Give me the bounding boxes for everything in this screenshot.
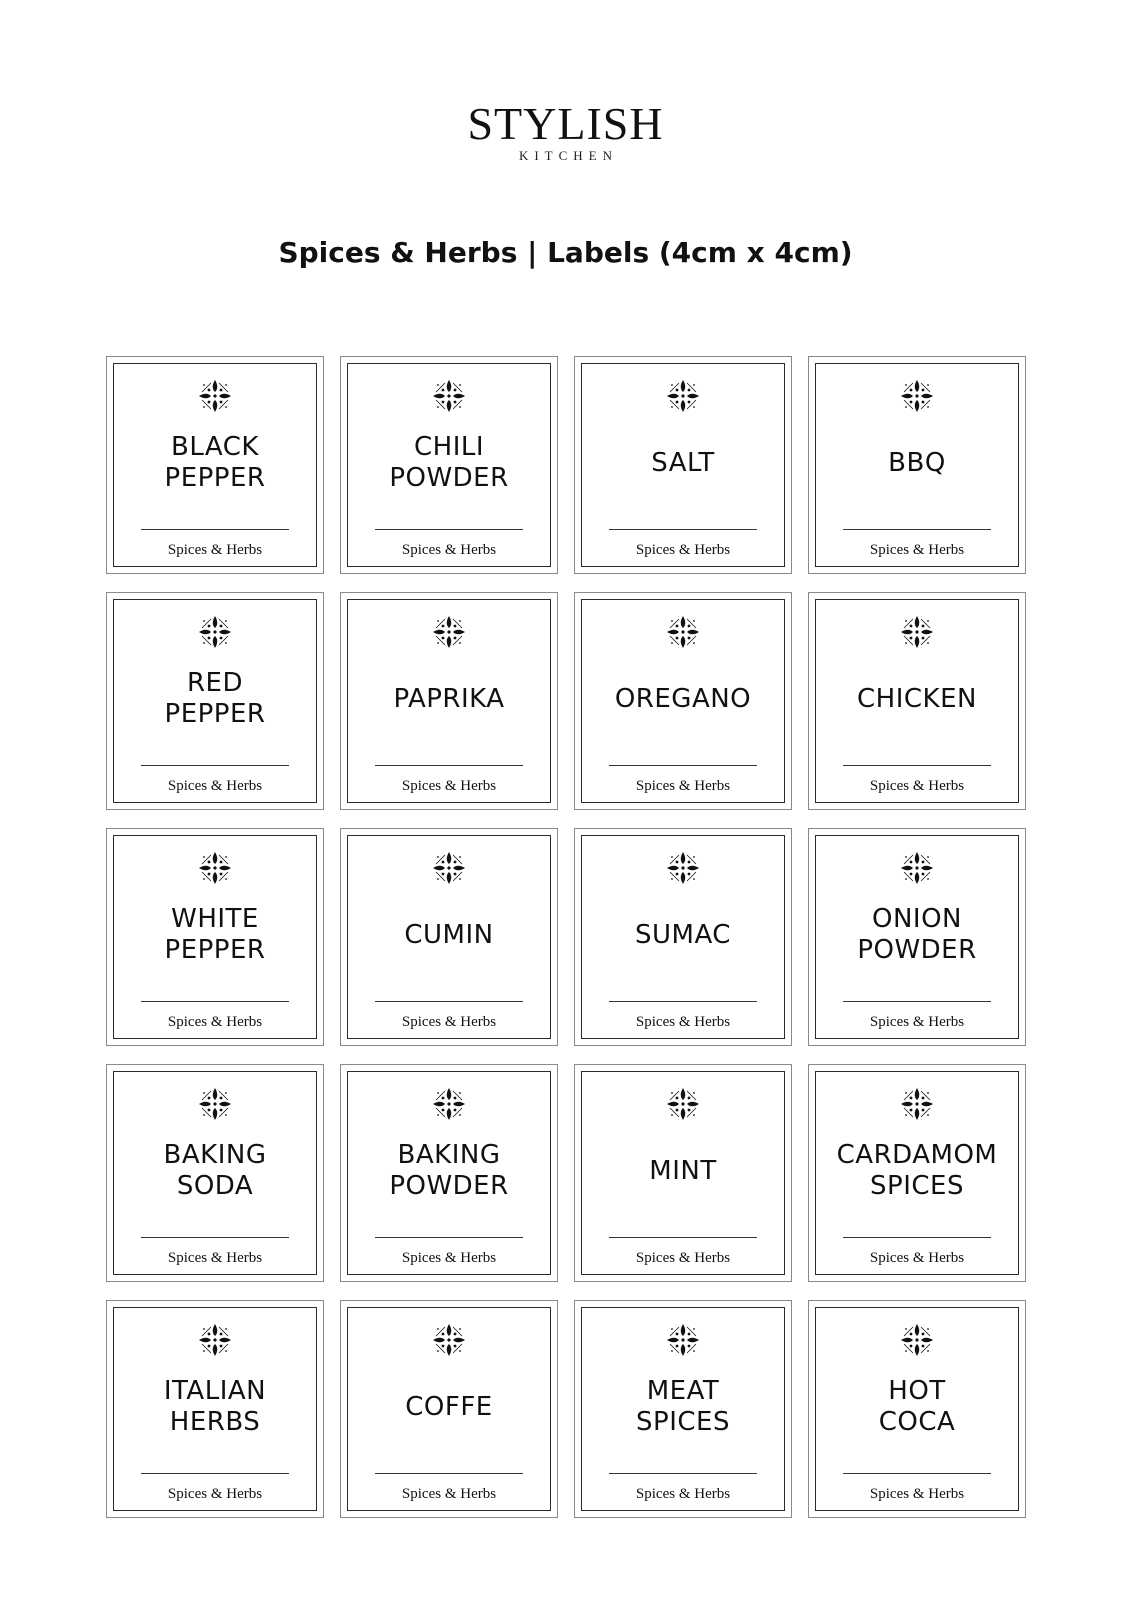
label-category: Spices & Herbs (635, 1486, 731, 1502)
spice-label-18 (340, 1300, 558, 1518)
label-name: RED PEPPER (164, 668, 266, 729)
ornament-icon (197, 1322, 233, 1358)
spice-label-17 (106, 1300, 324, 1518)
label-category: Spices & Herbs (167, 1486, 263, 1502)
label-inner-border (347, 1071, 551, 1275)
label-name: CARDAMOM SPICES (836, 1140, 998, 1201)
label-divider (375, 765, 523, 766)
label-name: BAKING SODA (163, 1140, 267, 1201)
ornament-icon (431, 614, 467, 650)
spice-label-14 (340, 1064, 558, 1282)
label-inner-border (581, 1071, 785, 1275)
label-name: ONION POWDER (857, 904, 977, 965)
label-category: Spices & Herbs (167, 542, 263, 558)
ornament-icon (431, 1086, 467, 1122)
label-category: Spices & Herbs (401, 1250, 497, 1266)
label-name: CHILI POWDER (389, 432, 509, 493)
label-name: CUMIN (404, 919, 494, 950)
brand-logo (0, 100, 1131, 164)
spice-label-9 (106, 828, 324, 1046)
label-name: MINT (649, 1155, 717, 1186)
spice-label-2 (340, 356, 558, 574)
label-divider (375, 1473, 523, 1474)
spice-label-16 (808, 1064, 1026, 1282)
label-inner-border (581, 1307, 785, 1511)
label-divider (141, 1473, 289, 1474)
label-category: Spices & Herbs (401, 542, 497, 558)
label-name: BBQ (888, 447, 946, 478)
label-divider (843, 765, 991, 766)
ornament-icon (665, 850, 701, 886)
label-divider (843, 1473, 991, 1474)
spice-label-8 (808, 592, 1026, 810)
ornament-icon (665, 1086, 701, 1122)
label-category: Spices & Herbs (635, 1014, 731, 1030)
page-title: Spices & Herbs | Labels (4cm x 4cm) (278, 236, 853, 269)
label-grid (106, 356, 1030, 1518)
label-category: Spices & Herbs (401, 778, 497, 794)
spice-label-12 (808, 828, 1026, 1046)
spice-label-20 (808, 1300, 1026, 1518)
label-inner-border (347, 599, 551, 803)
label-divider (609, 765, 757, 766)
spice-label-1 (106, 356, 324, 574)
ornament-icon (197, 1086, 233, 1122)
spice-label-19 (574, 1300, 792, 1518)
ornament-icon (899, 850, 935, 886)
label-divider (141, 765, 289, 766)
ornament-icon (899, 378, 935, 414)
label-inner-border (581, 599, 785, 803)
label-category: Spices & Herbs (635, 1250, 731, 1266)
label-divider (609, 1473, 757, 1474)
label-name: SALT (651, 447, 715, 478)
label-category: Spices & Herbs (635, 542, 731, 558)
label-name: ITALIAN HERBS (163, 1376, 267, 1437)
label-category: Spices & Herbs (167, 1250, 263, 1266)
spice-label-4 (808, 356, 1026, 574)
label-name: BAKING POWDER (389, 1140, 509, 1201)
label-inner-border (113, 1071, 317, 1275)
ornament-icon (431, 1322, 467, 1358)
label-inner-border (347, 835, 551, 1039)
label-name: MEAT SPICES (636, 1376, 730, 1437)
spice-label-6 (340, 592, 558, 810)
label-name: HOT COCA (878, 1376, 956, 1437)
label-divider (843, 1237, 991, 1238)
label-divider (843, 1001, 991, 1002)
label-divider (375, 1237, 523, 1238)
label-name: WHITE PEPPER (164, 904, 266, 965)
label-inner-border (347, 1307, 551, 1511)
label-divider (609, 1237, 757, 1238)
label-name: COFFE (405, 1391, 493, 1422)
ornament-icon (665, 1322, 701, 1358)
label-inner-border (113, 363, 317, 567)
label-name: PAPRIKA (393, 683, 505, 714)
label-divider (843, 529, 991, 530)
label-name: OREGANO (614, 683, 752, 714)
label-inner-border (815, 599, 1019, 803)
label-divider (609, 529, 757, 530)
spice-label-7 (574, 592, 792, 810)
label-inner-border (815, 363, 1019, 567)
label-name: CHICKEN (857, 683, 977, 714)
label-inner-border (815, 835, 1019, 1039)
label-inner-border (815, 1071, 1019, 1275)
spice-label-15 (574, 1064, 792, 1282)
label-inner-border (581, 835, 785, 1039)
ornament-icon (197, 850, 233, 886)
label-divider (375, 529, 523, 530)
label-inner-border (113, 1307, 317, 1511)
label-divider (141, 1001, 289, 1002)
label-category: Spices & Herbs (401, 1486, 497, 1502)
brand-name: STYLISH (467, 98, 664, 149)
label-category: Spices & Herbs (869, 1014, 965, 1030)
ornament-icon (899, 614, 935, 650)
label-inner-border (815, 1307, 1019, 1511)
label-category: Spices & Herbs (869, 1486, 965, 1502)
label-divider (141, 1237, 289, 1238)
label-divider (609, 1001, 757, 1002)
label-name: BLACK PEPPER (164, 432, 266, 493)
ornament-icon (431, 378, 467, 414)
ornament-icon (665, 614, 701, 650)
spice-label-3 (574, 356, 792, 574)
label-inner-border (581, 363, 785, 567)
ornament-icon (431, 850, 467, 886)
ornament-icon (665, 378, 701, 414)
ornament-icon (899, 1322, 935, 1358)
label-category: Spices & Herbs (869, 1250, 965, 1266)
label-inner-border (347, 363, 551, 567)
spice-label-11 (574, 828, 792, 1046)
ornament-icon (899, 1086, 935, 1122)
label-category: Spices & Herbs (869, 542, 965, 558)
label-category: Spices & Herbs (401, 1014, 497, 1030)
spice-label-13 (106, 1064, 324, 1282)
label-category: Spices & Herbs (167, 1014, 263, 1030)
label-category: Spices & Herbs (635, 778, 731, 794)
ornament-icon (197, 378, 233, 414)
label-category: Spices & Herbs (869, 778, 965, 794)
brand-subtitle: KITCHEN (518, 148, 619, 163)
label-category: Spices & Herbs (167, 778, 263, 794)
label-inner-border (113, 599, 317, 803)
label-divider (141, 529, 289, 530)
label-name: SUMAC (635, 919, 731, 950)
label-divider (375, 1001, 523, 1002)
spice-label-10 (340, 828, 558, 1046)
ornament-icon (197, 614, 233, 650)
spice-label-5 (106, 592, 324, 810)
label-inner-border (113, 835, 317, 1039)
